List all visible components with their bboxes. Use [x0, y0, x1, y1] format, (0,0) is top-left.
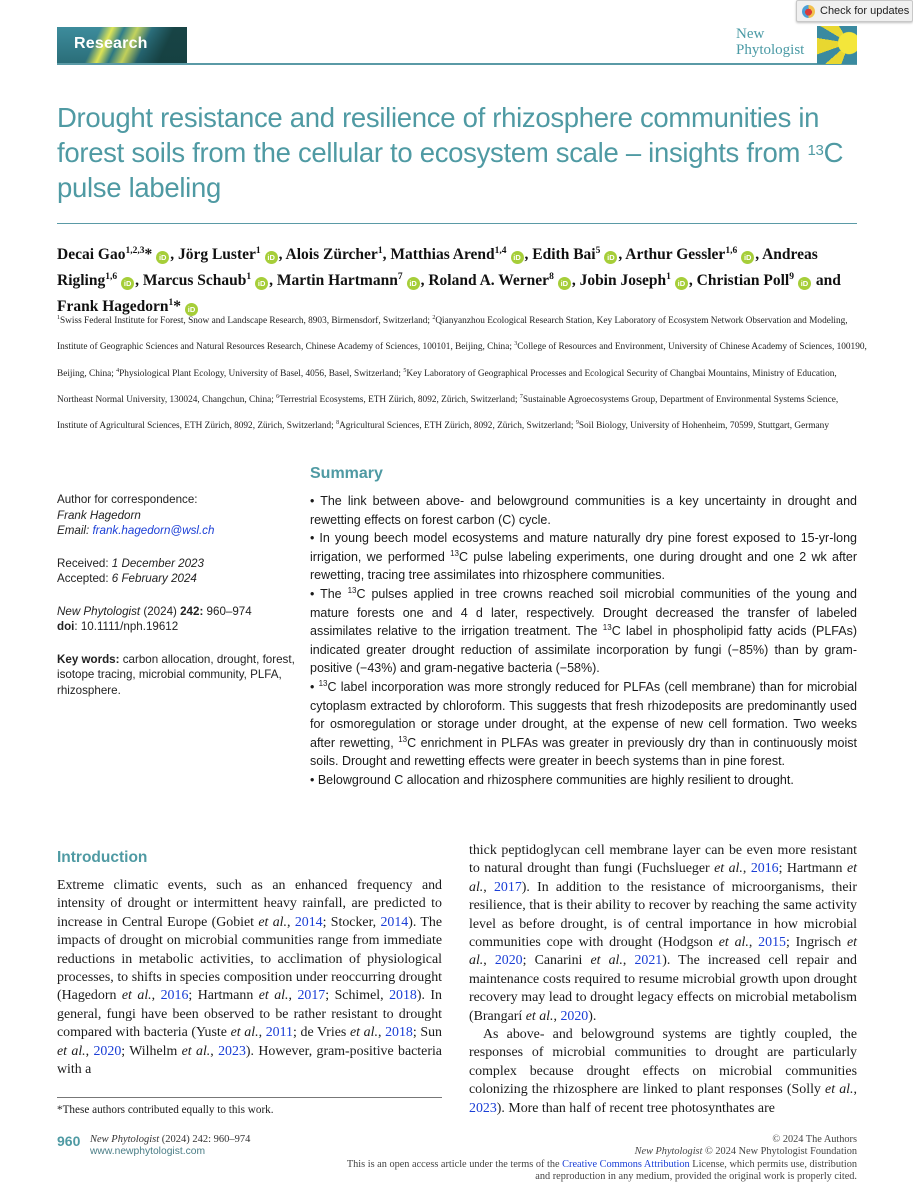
isotope-superscript: 13	[318, 678, 328, 688]
affiliation-number: 2	[432, 315, 436, 321]
affiliation-number: 1	[57, 315, 60, 321]
affiliation-number: 6	[276, 393, 280, 400]
summary-bullet	[310, 529, 857, 585]
author-affiliation-sup: 1,6	[105, 272, 118, 283]
author-name: Jobin Joseph	[579, 272, 667, 290]
summary-text: C label in phospholipid fatty acids (PLFAs) indicated greater drought reduction of assimilate incorporation by fungi (−85%) than by gram-positive (−43%) and gram-negative bacteria (−58%).	[310, 624, 857, 676]
citation-link[interactable]: 2018	[385, 1025, 413, 1041]
body-text: ).	[588, 1008, 597, 1024]
article-title	[57, 100, 867, 205]
summary-text: • The link between above- and belowground communities is a key uncertainty in drought and rewetting effects on forest carbon (C) cycle.	[310, 494, 857, 527]
orcid-icon[interactable]: iD	[798, 277, 811, 290]
author-name: Jörg Luster	[177, 246, 256, 264]
author-affiliation-sup: 7	[397, 272, 403, 283]
author-separator: ,	[278, 246, 286, 264]
author-separator: ,	[382, 246, 391, 264]
intro-paragraph-2	[469, 1026, 857, 1118]
body-text: ; Ingrisch	[785, 935, 847, 951]
keywords: carbon allocation, drought, forest, isotope tracing, microbial community, PLFA, rhizosphere.	[57, 652, 295, 697]
footer-journal: New Phytologist	[90, 1134, 160, 1145]
et-al: et al.	[718, 935, 749, 951]
affiliation-number: 3	[514, 341, 518, 348]
accepted-date: 6 February 2024	[111, 572, 197, 585]
affiliation-text: Soil Biology, University of Hohenheim, 70599, Stuttgart, Germany	[578, 421, 829, 432]
body-text: ; de Vries	[292, 1025, 350, 1041]
equal-contribution-mark: *	[173, 298, 182, 316]
citation-link[interactable]: 2014	[294, 914, 323, 930]
introduction-right-column	[469, 842, 857, 1118]
author-name: Christian Poll	[696, 272, 790, 290]
author-separator: ,	[420, 272, 429, 290]
intro-paragraph-1-continued	[469, 842, 857, 1026]
orcid-icon[interactable]: iD	[185, 303, 198, 316]
summary-text: • In young beech model ecosystems and mature naturally dry pine forest exposed to 15-yr-long irrigation, we performed	[310, 531, 857, 564]
affiliation-text: Qianyanzhou Ecological Research Station, Key Laboratory of Ecosystem Network Observation and Modeling, Institute of Geographic Sciences and Natural Resources Research, Chinese Academy of Sciences, 100101, Beijing, China;	[57, 316, 848, 353]
body-text: ,	[742, 861, 751, 877]
et-al: et al.	[258, 914, 287, 930]
orcid-icon[interactable]: iD	[265, 251, 278, 264]
affiliation-text: Sustainable Agroecosystems Group, Department of Environmental Systems Science, Institute of Agricultural Sciences, ETH Zürich, 8092, Zürich, Switzerland;	[57, 394, 839, 432]
summary-text: C pulses applied in tree crowns reached soil microbial communities of the young and mature forests one and 4 d later, respectively. Drought decreased the transfer of labeled assimilates relative to the irrigation treatment. The	[310, 586, 857, 639]
isotope-superscript: 13	[347, 585, 357, 595]
affiliation-number: 5	[403, 367, 407, 374]
author-affiliation-sup: 1	[255, 246, 261, 256]
footer-license	[337, 1134, 857, 1184]
body-text: ). In general, fungi have been observed to be rather resistant to drought compared with bacteria (Yuste	[57, 988, 442, 1041]
orcid-icon[interactable]: iD	[407, 277, 420, 290]
citation-link[interactable]: 2018	[389, 988, 417, 1004]
affiliations	[57, 307, 867, 438]
copyright-journal: New Phytologist	[634, 1146, 703, 1158]
body-text: ,	[483, 953, 495, 969]
keywords-label: Key words:	[57, 652, 120, 666]
et-al: et al.	[349, 1025, 378, 1041]
summary-text: •	[310, 679, 319, 694]
body-text: ,	[288, 988, 298, 1004]
body-text: ,	[377, 1025, 386, 1041]
body-text: ). In addition to the resistance of microorganisms, their resilience, that is their ability to recover by reaching the same activity level as before drought, is of central importance in how microbial communities cope with drought (Hodgson	[469, 879, 857, 951]
body-text: ,	[151, 988, 161, 1004]
body-text: ,	[853, 1082, 857, 1098]
body-text: As above- and belowground systems are tightly coupled, the responses of microbial communities to drought are particularly complex because drought effects on microbial communities colonizing the rhizosphere are linked to plant responses (Solly	[469, 1027, 857, 1098]
author-affiliation-sup: 1	[666, 272, 671, 283]
affiliation-number: 7	[519, 393, 523, 400]
author-name: Edith Bai	[532, 246, 596, 264]
citation-link[interactable]: 2020	[494, 953, 523, 969]
citation-link[interactable]: 2023	[469, 1100, 497, 1116]
author-affiliation-sup: 5	[595, 246, 601, 256]
author-name: Matthias Arend	[390, 246, 495, 264]
page-number: 960	[57, 1133, 81, 1149]
citation-link[interactable]: 2020	[93, 1043, 122, 1059]
author-separator: ,	[571, 272, 580, 290]
author-affiliation-sup: 1	[246, 272, 252, 283]
title-text: Drought resistance and resilience of rhizosphere communities in forest soils from the cellular to ecosystem scale – insights from	[57, 102, 820, 168]
body-text: ; Sun	[412, 1025, 443, 1041]
et-al: et al.	[57, 1043, 86, 1059]
citation-link[interactable]: 2016	[160, 988, 189, 1004]
author-name: Andreas Rigling	[57, 246, 818, 290]
citation-link[interactable]: 2015	[758, 935, 786, 951]
orcid-icon[interactable]: iD	[255, 277, 268, 290]
author-name: Frank Hagedorn	[57, 298, 169, 316]
doi-value[interactable]: : 10.1111/nph.19612	[74, 620, 179, 633]
isotope-superscript: 13	[602, 623, 612, 632]
journal-logo-image	[817, 26, 857, 64]
body-text: ,	[622, 953, 635, 969]
correspondence-name: Frank Hagedorn	[57, 508, 141, 522]
orcid-icon[interactable]: iD	[741, 251, 754, 264]
et-al: et al.	[590, 953, 623, 969]
author-name: Martin Hartmann	[276, 272, 398, 290]
summary-text: C pulse labeling experiments, one during drought and one 2 wk after rewetting, tracing tree assimilates into rhizosphere communities.	[310, 549, 858, 583]
email-label: Email:	[57, 524, 93, 537]
citation-link[interactable]: 2017	[297, 988, 326, 1004]
et-al: et al.	[230, 1025, 259, 1041]
citation-link[interactable]: 2016	[750, 861, 779, 877]
author-separator: ,	[688, 272, 697, 290]
author-name: Roland A. Werner	[428, 272, 550, 290]
summary-text: • Belowground C allocation and rhizosphere communities are highly resilient to drought.	[310, 772, 794, 787]
citation-link[interactable]: 2023	[218, 1043, 246, 1059]
body-text: ). The impacts of drought on microbial communities range from immediate reductions in metabolic activities, to acclimation of physiological processes, to shifts in species composition under reoccurring drought (Hagedorn	[57, 914, 443, 1004]
isotope-superscript: 13	[398, 734, 408, 744]
author-separator: ,	[170, 246, 178, 264]
et-al: et al.	[714, 861, 743, 877]
header-divider	[57, 63, 857, 65]
author-name: Arthur Gessler	[625, 246, 726, 264]
isotope-superscript: 13	[450, 548, 459, 558]
body-text: ,	[210, 1043, 219, 1059]
summary-bullet	[310, 771, 857, 790]
journal-year: (2024)	[140, 604, 181, 618]
accepted-label: Accepted:	[57, 572, 112, 585]
citation-link[interactable]: 2014	[380, 914, 409, 930]
author-separator: ,	[269, 272, 277, 290]
author-affiliation-sup: 1,6	[725, 246, 738, 256]
body-text: ; Canarini	[522, 953, 591, 969]
et-al: et al.	[121, 988, 152, 1004]
body-text: ; Wilhelm	[121, 1043, 182, 1059]
body-text: ,	[85, 1043, 94, 1059]
body-text: ; Hartmann	[188, 988, 259, 1004]
license-text-pre: This is an open access article under the terms of the	[346, 1158, 563, 1170]
check-for-updates-button[interactable]	[796, 0, 913, 22]
author-separator: ,	[524, 246, 533, 264]
orcid-icon[interactable]: iD	[604, 251, 617, 264]
citation-link[interactable]: 2020	[560, 1008, 589, 1024]
body-text: ,	[483, 879, 494, 895]
summary-text: C label incorporation was more strongly reduced for PLFAs (cell membrane) than for microbial cytoplasm extracted by chloroform. This suggests that fresh rhizodeposits are predominantly used for osmoregulation or storage under drought, at the expense of new cell formation. Two weeks after rewetting,	[310, 679, 857, 750]
body-text: ; Schimel,	[325, 988, 390, 1004]
affiliation-text: Terrestrial Ecosystems, ETH Zürich, 8092, Zürich, Switzerland;	[279, 394, 520, 405]
affiliation-text: Physiological Plant Ecology, University of Basel, 4056, Basel, Switzerland;	[119, 368, 404, 379]
author-separator: ,	[618, 246, 626, 264]
orcid-icon[interactable]: iD	[121, 277, 134, 290]
author-affiliation-sup: 1,2,3	[125, 246, 145, 256]
body-text: ,	[287, 914, 295, 930]
citation-link[interactable]: 2017	[493, 879, 522, 895]
intro-paragraph-1	[57, 877, 442, 1079]
footer-citation	[90, 1134, 250, 1145]
creative-commons-link[interactable]: Creative Commons Attribution	[562, 1158, 690, 1170]
summary-text: • The	[310, 586, 348, 601]
author-affiliation-sup: 1	[377, 246, 383, 256]
summary-text: C enrichment in PLFAs was greater in previously dry than in continuously moist soils. Drought and rewetting effects were greater in beech systems than in pine forest.	[310, 735, 857, 769]
et-al: et al.	[469, 935, 857, 969]
journal-pages: 960–974	[203, 604, 252, 618]
introduction-heading: Introduction	[57, 849, 148, 866]
journal-logo-line-1: New	[736, 26, 765, 42]
author-affiliation-sup: 8	[549, 272, 554, 283]
summary-bullet	[310, 492, 857, 529]
author-affiliation-sup: 9	[789, 272, 794, 283]
received-date: 1 December 2023	[111, 556, 204, 570]
copyright-authors: © 2024 The Authors	[772, 1134, 857, 1145]
author-name: Decai Gao	[57, 246, 126, 264]
crossmark-icon	[802, 5, 815, 18]
author-separator: and	[811, 272, 841, 290]
author-name: Marcus Schaub	[142, 272, 247, 290]
affiliation-number: 8	[336, 420, 340, 427]
body-text: ,	[258, 1025, 266, 1041]
body-text: ). More than half of recent tree photosynthates are	[496, 1100, 775, 1116]
author-affiliation-sup: 1,4	[494, 246, 507, 256]
et-al: et al.	[525, 1008, 554, 1024]
affiliation-text: College of Resources and Environment, University of Chinese Academy of Sciences, 100190, Beijing, China;	[57, 342, 867, 379]
doi-label: doi	[57, 620, 75, 633]
received-label: Received:	[57, 556, 112, 570]
equal-contribution-mark: *	[144, 246, 153, 264]
citation-link[interactable]: 2011	[265, 1025, 293, 1041]
article-info-sidebar	[57, 492, 297, 698]
body-text: thick peptidoglycan cell membrane layer can be even more resistant to natural drought than fungi (Fuchslueger	[469, 843, 857, 877]
footnote-divider	[57, 1097, 442, 1098]
author-affiliation-sup: 1	[168, 298, 174, 309]
check-for-updates-label: Check for updates	[820, 5, 910, 17]
et-al: et al.	[181, 1043, 211, 1059]
journal-logo	[736, 26, 804, 58]
body-text: ; Stocker,	[322, 914, 381, 930]
body-text: ; Hartmann	[778, 861, 847, 877]
introduction-left-column	[57, 877, 442, 1079]
section-label: Research	[74, 35, 148, 52]
journal-website-link[interactable]: www.newphytologist.com	[90, 1146, 206, 1157]
et-al: et al.	[825, 1082, 854, 1098]
summary-heading: Summary	[310, 465, 383, 482]
et-al: et al.	[469, 861, 857, 895]
orcid-icon[interactable]: iD	[156, 251, 169, 264]
affiliation-number: 4	[116, 367, 120, 374]
research-banner	[57, 27, 187, 64]
summary-bullet	[310, 585, 857, 678]
license-text-post: License, which permits use, distribution and reproduction in any medium, provided the original work is properly cited.	[535, 1158, 857, 1183]
journal-volume: 242:	[180, 604, 204, 618]
body-text: ). The increased cell repair and maintenance costs required to resume microbial growth upon drought recovery may lead to drought legacy effects on microbial metabolism (Brangarí	[469, 953, 857, 1024]
author-separator: ,	[135, 272, 143, 290]
correspondence-label: Author for correspondence:	[57, 493, 198, 506]
body-text: ). However, gram-positive bacteria with a	[57, 1043, 442, 1078]
author-separator: ,	[755, 246, 763, 264]
footnote: *These authors contributed equally to this work.	[57, 1104, 274, 1116]
summary-body	[310, 492, 857, 790]
affiliation-text: Agricultural Sciences, ETH Zürich, 8092, Zürich, Switzerland;	[339, 421, 576, 432]
title-divider	[57, 223, 857, 224]
email-link[interactable]: frank.hagedorn@wsl.ch	[92, 524, 215, 537]
orcid-icon[interactable]: iD	[558, 277, 571, 290]
author-name: Alois Zürcher	[285, 246, 378, 264]
footer-volume-pages: (2024) 242: 960–974	[159, 1134, 251, 1145]
journal-name: New Phytologist	[57, 604, 141, 618]
title-isotope-superscript: 13	[807, 142, 824, 159]
citation-link[interactable]: 2021	[634, 953, 663, 969]
body-text: ,	[748, 935, 759, 951]
title-text-tail: C pulse labeling	[57, 137, 844, 203]
journal-logo-line-2: Phytologist	[736, 42, 805, 58]
body-text: Extreme climatic events, such as an enhanced frequency and intensity of drought or intermittent heavy rainfall, are predicted to increase in Central Europe (Gobiet	[57, 878, 442, 930]
et-al: et al.	[258, 988, 289, 1004]
affiliation-text: Key Laboratory of Geographical Processes and Ecological Security of Changbai Mountains, Ministry of Education, Northeast Normal University, 130024, Changchun, China;	[57, 368, 837, 405]
body-text: ,	[553, 1008, 561, 1024]
copyright-foundation: © 2024 New Phytologist Foundation	[702, 1146, 857, 1158]
affiliation-text: Swiss Federal Institute for Forest, Snow and Landscape Research, 8903, Birmensdorf, Switzerland;	[60, 316, 433, 327]
orcid-icon[interactable]: iD	[511, 251, 524, 264]
affiliation-number: 9	[575, 420, 579, 427]
summary-bullet	[310, 678, 857, 771]
orcid-icon[interactable]: iD	[675, 277, 688, 290]
